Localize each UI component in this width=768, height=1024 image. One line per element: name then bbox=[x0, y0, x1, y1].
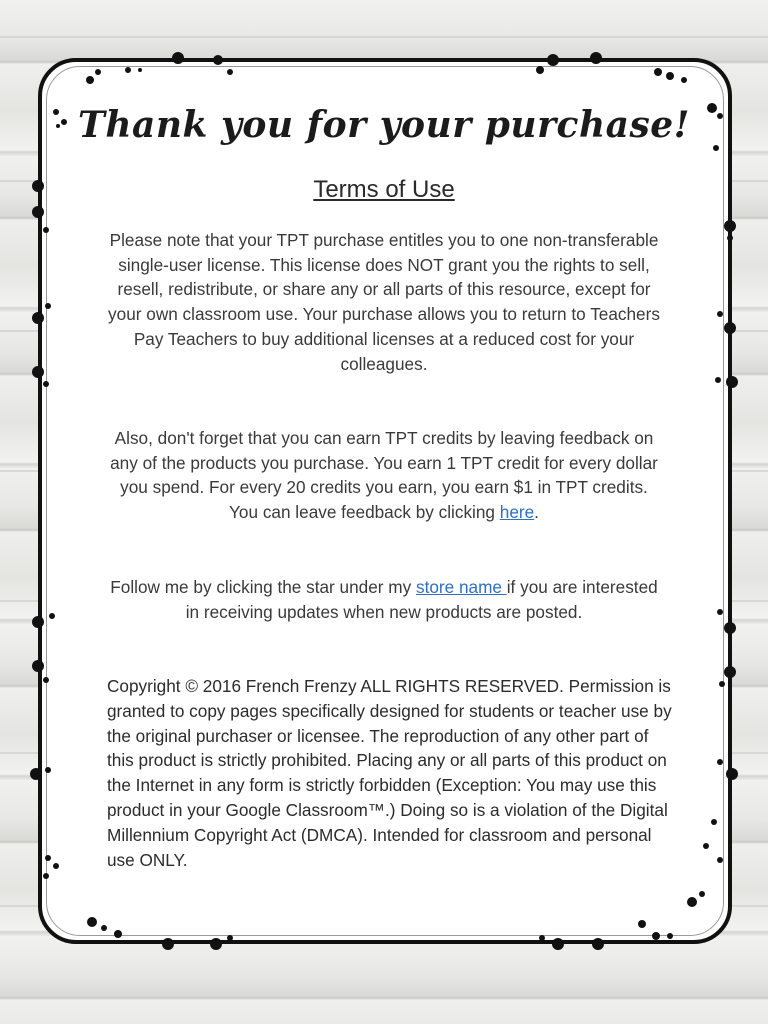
follow-paragraph bbox=[104, 575, 664, 624]
feedback-text-end: . bbox=[534, 502, 539, 523]
page-title: Thank you for your purchase! bbox=[78, 104, 690, 146]
follow-text: Follow me by clicking the star under my bbox=[110, 577, 416, 597]
follow-text-end: if you are interested in receiving updates when new products are posted. bbox=[185, 577, 658, 622]
page-subtitle: Terms of Use bbox=[313, 176, 455, 203]
feedback-text: Also, don't forget that you can earn TPT credits by leaving feedback on any of the products you purchase. You earn 1 TPT credit for every dollar you spend. For every 20 credits you earn, you earn $1 in TPT credits. You can leave feedback by clicking bbox=[110, 428, 658, 523]
store-name-link[interactable]: store name bbox=[415, 577, 507, 597]
feedback-paragraph bbox=[104, 426, 664, 525]
copyright-paragraph: Copyright © 2016 French Frenzy ALL RIGHTS RESERVED. Permission is granted to copy pages specifically designed for students or teacher use by the original purchaser or licensee. The reproduction of any other part of this product is strictly prohibited. Placing any or all parts of this product on the Internet in any form is strictly forbidden (Exception: You may use this product in your Google Classroom™.) Doing so is a violation of the Digital Millennium Copyright Act (DMCA). Intended for classroom and personal use ONLY. bbox=[107, 676, 672, 870]
feedback-here-link[interactable]: here bbox=[499, 502, 535, 523]
license-paragraph: Please note that your TPT purchase entitles you to one non-transferable single-user license. This license does NOT grant you the rights to sell, resell, redistribute, or share any or all parts of this resource, except for your own classroom use. Your purchase allows you to return to Teachers Pay Teachers to buy additional licenses at a reduced cost for your colleagues. bbox=[108, 230, 660, 374]
